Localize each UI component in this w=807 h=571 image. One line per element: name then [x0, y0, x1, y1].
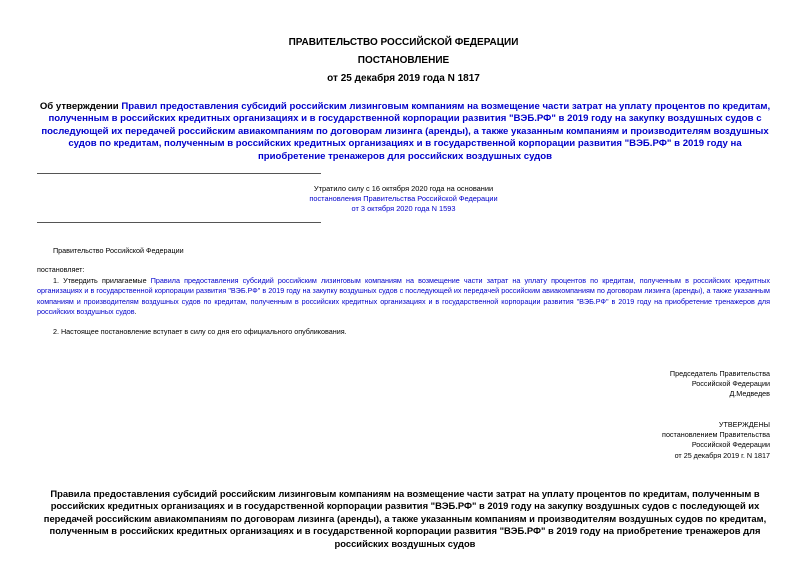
- approval-line-1: УТВЕРЖДЕНЫ: [718, 420, 770, 429]
- decides: постановляет:: [37, 265, 85, 274]
- signature-line-1: Председатель Правительства: [669, 369, 770, 378]
- document-title: [36, 101, 774, 163]
- status-notice: [0, 184, 807, 214]
- rules-title: Правила предоставления субсидий российским лизинговым компаниям на возмещение части затрат на уплату процентов по кредитам, полученным в российских кредитных организациях и в государственной корпорации развития "ВЭБ.РФ" в 2019 году на закупку воздушных судов с последующей их передачей российским авиакомпаниям по договорам лизинга (аренды), а также указанным компаниям и производителям воздушных судов по кредитам, полученным в российских кредитных организациях и в государственной корпорации развития "ВЭБ.РФ" в 2019 году на приобретение тренажеров для российских воздушных судов: [43, 488, 767, 549]
- approval-line-3: Российской Федерации: [691, 440, 770, 450]
- status-link-date[interactable]: от 3 октября 2020 года N 1593: [351, 204, 456, 213]
- status-line-1: Утратило силу с 16 октября 2020 года на основании: [313, 184, 494, 193]
- government-heading: ПРАВИТЕЛЬСТВО РОССИЙСКОЙ ФЕДЕРАЦИИ: [288, 37, 519, 48]
- title-rules-link[interactable]: Правил предоставления субсидий российским лизинговым компаниям на возмещение части затрат на уплату процентов по кредитам, полученным в российских кредитных организациях и в государственной корпорации развития "ВЭБ.РФ" в 2019 году на закупку воздушных судов с последующей их передачей российским авиакомпаниям по договорам лизинга (аренды), а также указанным компаниям и производителям воздушных судов по кредитам, полученным в российских кредитных организациях и в государственной корпорации развития "ВЭБ.РФ" в 2019 году на приобретение тренажеров для российских воздушных судов: [41, 101, 771, 162]
- divider-bottom: [37, 222, 321, 223]
- approval-block: [662, 420, 770, 461]
- item-1-suffix: .: [134, 307, 137, 317]
- item-1-rules-link[interactable]: Правила предоставления субсидий российским лизинговым компаниям на возмещение части затрат на уплату процентов по кредитам, полученным в российских кредитных организациях и в государственной корпорации развития "ВЭБ.РФ" в 2019 году на закупку воздушных судов с последующей их передачей российским авиакомпаниям по договорам лизинга (аренды), а также указанным компаниям и производителям воздушных судов по кредитам, полученным в российских кредитных организациях и в государственной корпорации развития "ВЭБ.РФ" в 2019 году на приобретение тренажеров для российских воздушных судов: [37, 276, 770, 317]
- issuer: Правительство Российской Федерации: [53, 246, 184, 255]
- divider-top: [37, 173, 321, 174]
- signature-line-2: Российской Федерации: [691, 379, 770, 389]
- item-1-prefix: 1. Утвердить прилагаемые: [53, 276, 151, 285]
- status-link-decree[interactable]: постановления Правительства Российской Федерации: [309, 194, 498, 203]
- title-prefix: Об утверждении: [39, 101, 122, 112]
- item-1: [37, 276, 770, 318]
- document-type: ПОСТАНОВЛЕНИЕ: [357, 55, 450, 66]
- approval-line-2: постановлением Правительства: [662, 430, 770, 440]
- approval-line-4: от 25 декабря 2019 г. N 1817: [674, 450, 770, 460]
- signature-block: [670, 369, 770, 400]
- signature-line-3: Д.Медведев: [729, 389, 770, 399]
- document-date-number: от 25 декабря 2019 года N 1817: [327, 73, 480, 84]
- item-2: 2. Настоящее постановление вступает в силу со дня его официального опубликования.: [53, 327, 347, 336]
